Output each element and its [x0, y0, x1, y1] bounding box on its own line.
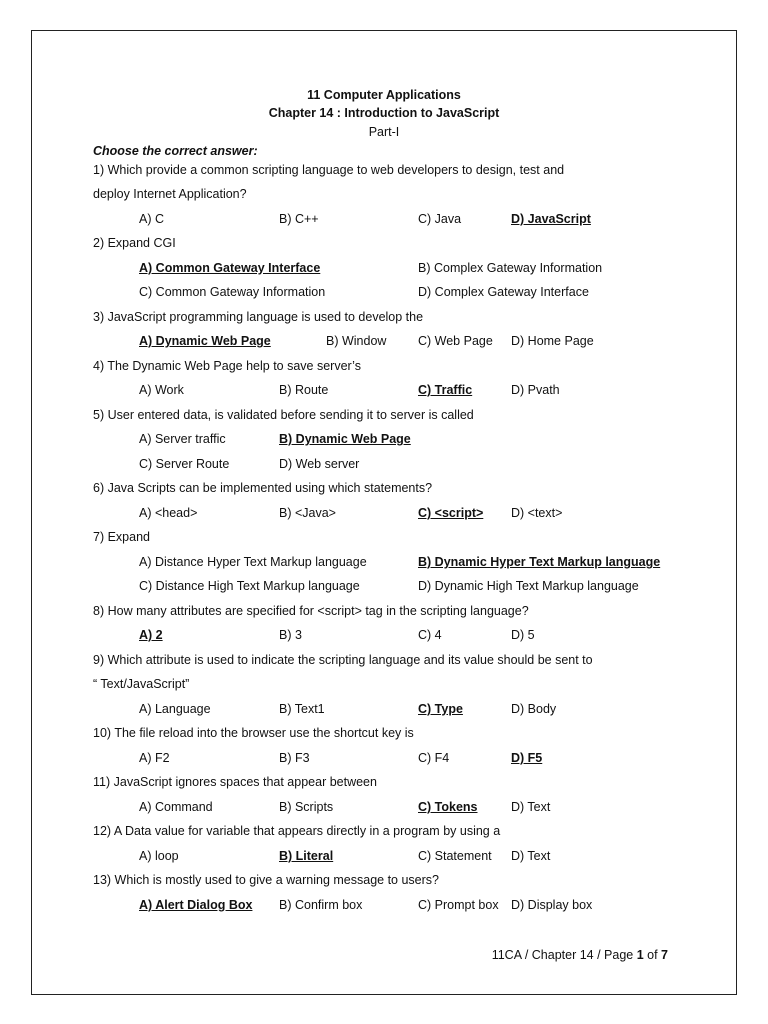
instruction: Choose the correct answer: — [93, 144, 258, 158]
question-5-text: 5) User entered data, is validated before sending it to server is called — [93, 408, 474, 422]
question-12-option-d: D) Text — [511, 849, 551, 863]
question-11-option-b: B) Scripts — [279, 800, 334, 814]
question-6-option-d: D) <text> — [511, 506, 563, 520]
question-11-option-a: A) Command — [139, 800, 213, 814]
question-8-option-a: A) 2 — [139, 628, 163, 642]
question-7-option-b: B) Dynamic Hyper Text Markup language — [418, 555, 661, 569]
question-1-text: deploy Internet Application? — [93, 187, 247, 201]
question-1-option-b: B) C++ — [279, 212, 319, 226]
question-3-option-c: C) Web Page — [418, 334, 493, 348]
question-4-option-a: A) Work — [139, 383, 184, 397]
question-2-option-c: C) Common Gateway Information — [139, 285, 326, 299]
question-7-option-d: D) Dynamic High Text Markup language — [418, 579, 639, 593]
footer-of: of — [643, 948, 662, 962]
question-3-text: 3) JavaScript programming language is used to develop the — [93, 310, 424, 324]
footer-page-number: 1 — [636, 948, 644, 962]
question-12-option-b: B) Literal — [279, 849, 334, 863]
question-6-option-a: A) <head> — [139, 506, 198, 520]
question-9-option-d: D) Body — [511, 702, 557, 716]
question-1-option-a: A) C — [139, 212, 164, 226]
question-11-text: 11) JavaScript ignores spaces that appear between — [93, 775, 377, 789]
question-1-option-c: C) Java — [418, 212, 462, 226]
question-9-text: “ Text/JavaScript” — [93, 677, 190, 691]
question-3-option-b: B) Window — [326, 334, 387, 348]
question-6-option-b: B) <Java> — [279, 506, 336, 520]
question-13-text: 13) Which is mostly used to give a warning message to users? — [93, 873, 439, 887]
question-12-option-a: A) loop — [139, 849, 179, 863]
question-4-option-c: C) Traffic — [418, 383, 473, 397]
question-6-text: 6) Java Scripts can be implemented using which statements? — [93, 481, 433, 495]
question-10-option-b: B) F3 — [279, 751, 310, 765]
question-2-option-d: D) Complex Gateway Interface — [418, 285, 589, 299]
question-4-text: 4) The Dynamic Web Page help to save server’s — [93, 359, 361, 373]
question-10-option-d: D) F5 — [511, 751, 543, 765]
question-5-option-c: C) Server Route — [139, 457, 230, 471]
question-7-text: 7) Expand — [93, 530, 150, 544]
question-7-option-a: A) Distance Hyper Text Markup language — [139, 555, 367, 569]
chapter-title: Chapter 14 : Introduction to JavaScript — [268, 106, 500, 120]
footer-page-total: 7 — [661, 948, 668, 962]
question-5-option-d: D) Web server — [279, 457, 360, 471]
question-4-option-b: B) Route — [279, 383, 329, 397]
question-10-option-a: A) F2 — [139, 751, 170, 765]
question-9-text: 9) Which attribute is used to indicate the scripting language and its value should be sent to — [93, 653, 593, 667]
question-9-option-b: B) Text1 — [279, 702, 325, 716]
question-8-option-d: D) 5 — [511, 628, 535, 642]
question-5-option-a: A) Server traffic — [139, 432, 226, 446]
question-13-option-d: D) Display box — [511, 898, 593, 912]
question-9-option-c: C) Type — [418, 702, 463, 716]
question-11-option-c: C) Tokens — [418, 800, 478, 814]
question-1-option-d: D) JavaScript — [511, 212, 591, 226]
question-12-text: 12) A Data value for variable that appears directly in a program by using a — [93, 824, 501, 838]
question-10-text: 10) The file reload into the browser use the shortcut key is — [93, 726, 414, 740]
question-5-option-b: B) Dynamic Web Page — [279, 432, 411, 446]
question-6-option-c: C) <script> — [418, 506, 484, 520]
question-4-option-d: D) Pvath — [511, 383, 560, 397]
question-11-option-d: D) Text — [511, 800, 551, 814]
question-2-text: 2) Expand CGI — [93, 236, 176, 250]
footer-prefix: 11CA / Chapter 14 / Page — [491, 948, 637, 962]
question-9-option-a: A) Language — [139, 702, 211, 716]
question-7-option-c: C) Distance High Text Markup language — [139, 579, 360, 593]
part-label: Part-I — [368, 125, 400, 139]
question-8-text: 8) How many attributes are specified for <script> tag in the scripting language? — [93, 604, 529, 618]
question-2-option-a: A) Common Gateway Interface — [139, 261, 321, 275]
question-8-option-c: C) 4 — [418, 628, 442, 642]
question-13-option-c: C) Prompt box — [418, 898, 499, 912]
question-12-option-c: C) Statement — [418, 849, 492, 863]
question-3-option-a: A) Dynamic Web Page — [139, 334, 271, 348]
question-3-option-d: D) Home Page — [511, 334, 594, 348]
course-title: 11 Computer Applications — [307, 88, 461, 102]
question-13-option-b: B) Confirm box — [279, 898, 363, 912]
question-1-text: 1) Which provide a common scripting language to web developers to design, test and — [93, 163, 565, 177]
question-2-option-b: B) Complex Gateway Information — [418, 261, 603, 275]
question-8-option-b: B) 3 — [279, 628, 302, 642]
question-13-option-a: A) Alert Dialog Box — [139, 898, 253, 912]
question-10-option-c: C) F4 — [418, 751, 450, 765]
page-footer — [492, 948, 668, 962]
